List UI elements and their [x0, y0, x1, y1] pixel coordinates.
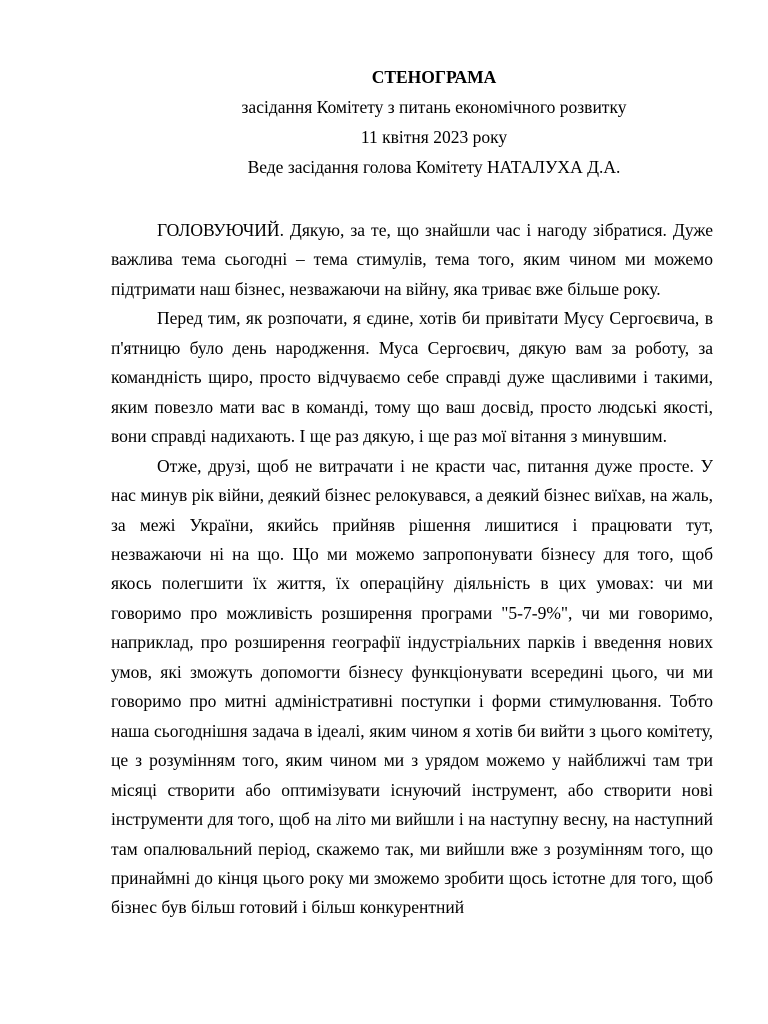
meeting-date: 11 квітня 2023 року: [360, 127, 508, 147]
paragraph: Перед тим, як розпочати, я єдине, хотів би привітати Мусу Сергоєвича, в п'ятницю було день народження. Муса Сергоєвич, дякую вам за роботу, за командність щиро, просто відчуваємо себе справді дуже щасливими і такими, яким повезло мати вас в команді, тому що ваш досвід, просто людські якості, вони справді надихають. І ще раз дякую, і ще раз мої вітання з минувшим.: [111, 308, 713, 447]
paragraph: ГОЛОВУЮЧИЙ. Дякую, за те, що знайшли час і нагоду зібратися. Дуже важлива тема сьогодні – тема стимулів, тема того, яким чином ми можемо підтримати наш бізнес, незважаючи на війну, яка триває вже більше року.: [111, 220, 713, 299]
paragraph: Отже, друзі, щоб не витрачати і не красти час, питання дуже просте. У нас минув рік війни, деякий бізнес релокувався, а деякий бізнес виїхав, на жаль, за межі України, якийсь прийняв рішення лишитися і працювати тут, незважаючи ні на що. Що ми можемо запропонувати бізнесу для того, щоб якось полегшити їх життя, їх операційну діяльність в цих умовах: чи ми говоримо про можливість розширення програми "5-7-9%", чи ми говоримо, наприклад, про розширення географії індустріальних парків і введення нових умов, які зможуть допомогти бізнесу функціонувати всередині цього, чи ми говоримо про митні адміністративні поступки і форми стимулювання. Тобто наша сьогоднішня задача в ідеалі, яким чином я хотів би вийти з цього комітету, це з розумінням того, яким чином ми з урядом можемо у найближчі там три місяці створити або оптимізувати існуючий інструмент, або створити нові інструменти для того, щоб на літо ми вийшли і на наступну весну, на наступний там опалювальний період, скажемо так, ми вийшли вже з розумінням того, що принаймні до кінця цього року ми зможемо зробити щось істотне для того, щоб бізнес був більш готовий і більш конкурентний: [111, 455, 713, 918]
document-title: СТЕНОГРАМА: [371, 67, 497, 87]
transcript-body: [111, 216, 713, 923]
meeting-subtitle: засідання Комітету з питань економічного розвитку: [241, 97, 627, 117]
meeting-chair: Веде засідання голова Комітету НАТАЛУХА Д.А.: [247, 157, 621, 177]
